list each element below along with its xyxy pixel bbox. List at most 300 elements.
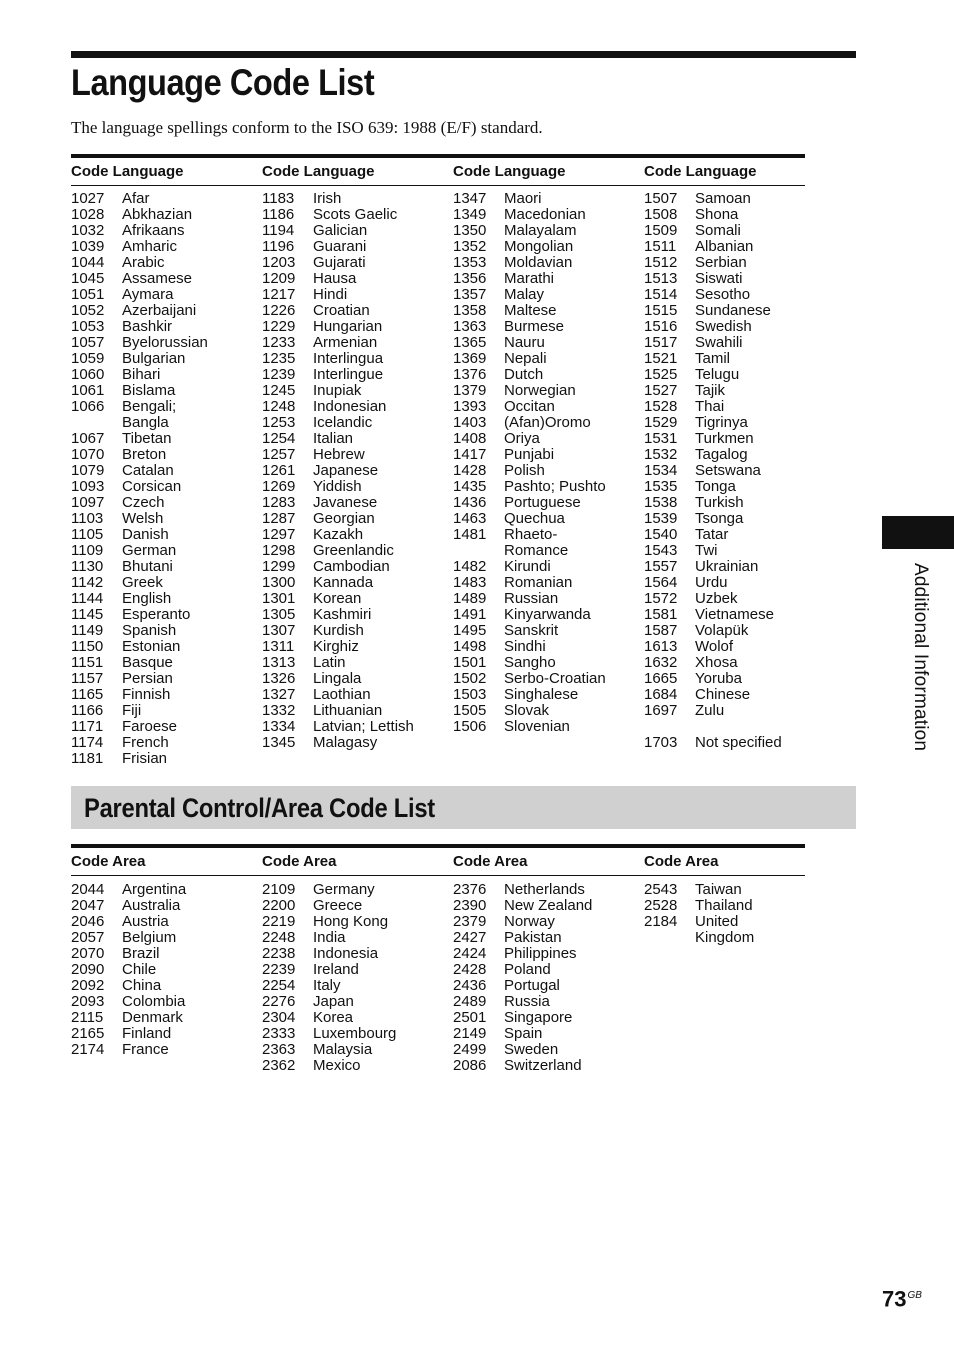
code-cell: 1297	[262, 526, 296, 543]
area-row	[262, 1010, 453, 1026]
language-name-cell: Chinese	[695, 686, 751, 703]
code-cell: 1093	[71, 478, 105, 495]
language-row	[262, 239, 453, 255]
code-cell: 1066	[71, 398, 105, 415]
language-row	[71, 655, 262, 671]
code-cell: 1347	[453, 190, 487, 207]
area-row	[71, 930, 262, 946]
language-row	[453, 335, 644, 351]
code-cell: 1527	[644, 382, 678, 399]
language-name-cell: Sindhi	[504, 638, 546, 655]
language-row	[453, 191, 644, 207]
language-name-cell: Arabic	[122, 254, 165, 271]
code-cell: 2333	[262, 1025, 296, 1042]
area-row	[453, 1058, 644, 1074]
language-row	[453, 511, 644, 527]
language-name-cell: Tamil	[695, 350, 731, 367]
language-name-cell: Turkmen	[695, 430, 754, 447]
language-name-cell: Georgian	[313, 510, 375, 527]
area-row	[453, 946, 644, 962]
code-cell: 1253	[262, 414, 296, 431]
code-cell: 2489	[453, 993, 487, 1010]
code-cell: 2174	[71, 1041, 105, 1058]
code-cell: 1357	[453, 286, 487, 303]
language-name-cell: Fiji	[122, 702, 142, 719]
language-row	[644, 495, 835, 511]
code-cell: 2238	[262, 945, 296, 962]
language-name-cell: Kashmiri	[313, 606, 372, 623]
area-name-cell: Japan	[313, 993, 354, 1010]
language-row	[453, 319, 644, 335]
area-name-cell: Ireland	[313, 961, 359, 978]
language-name-cell: Romanian	[504, 574, 573, 591]
area-name-cell: Portugal	[504, 977, 560, 994]
language-name-cell: Setswana	[695, 462, 761, 479]
area-table-body	[71, 882, 805, 1074]
language-row	[453, 687, 644, 703]
code-cell: 2200	[262, 897, 296, 914]
language-row	[644, 223, 835, 239]
language-name-cell: Kurdish	[313, 622, 364, 639]
code-cell: 1053	[71, 318, 105, 335]
language-row	[71, 671, 262, 687]
code-cell: 1525	[644, 366, 678, 383]
intro-text: The language spellings conform to the ISO 639: 1988 (E/F) standard.	[71, 118, 543, 137]
language-name-cell: Kirghiz	[313, 638, 359, 655]
language-name-cell: Turkish	[695, 494, 744, 511]
code-cell: 1535	[644, 478, 678, 495]
language-name-cell: Lithuanian	[313, 702, 383, 719]
language-row	[262, 607, 453, 623]
language-name-cell: Uzbek	[695, 590, 738, 607]
code-cell: 2149	[453, 1025, 487, 1042]
language-row	[644, 479, 835, 495]
language-name-cell: Somali	[695, 222, 741, 239]
code-cell: 1070	[71, 446, 105, 463]
page-suffix: GB	[907, 1290, 922, 1301]
code-cell: 1408	[453, 430, 487, 447]
language-row	[71, 383, 262, 399]
area-name-cell: Chile	[122, 961, 157, 978]
language-row	[453, 575, 644, 591]
column-header: Code Language	[262, 163, 375, 180]
table-column	[453, 882, 644, 1074]
language-name-cell: Singhalese	[504, 686, 579, 703]
code-cell: 1157	[71, 670, 104, 687]
language-name-cell: Basque	[122, 654, 173, 671]
code-cell: 1183	[262, 190, 295, 207]
language-row	[71, 575, 262, 591]
code-cell: 1512	[644, 254, 678, 271]
language-row	[71, 431, 262, 447]
language-row	[71, 623, 262, 639]
code-cell: 1502	[453, 670, 487, 687]
code-cell: 1261	[262, 462, 296, 479]
language-name-cell: Assamese	[122, 270, 193, 287]
language-name-cell: Hausa	[313, 270, 357, 287]
code-cell: 2047	[71, 897, 105, 914]
code-cell: 1365	[453, 334, 487, 351]
language-name-cell: Greek	[122, 574, 163, 591]
language-row	[71, 223, 262, 239]
code-cell: 1239	[262, 366, 296, 383]
code-cell: 1557	[644, 558, 678, 575]
area-name-cell: Singapore	[504, 1009, 573, 1026]
code-cell: 2428	[453, 961, 487, 978]
code-cell: 1196	[262, 238, 295, 255]
code-cell: 1564	[644, 574, 678, 591]
language-row	[644, 639, 835, 655]
language-name-cell: Armenian	[313, 334, 378, 351]
area-row	[262, 882, 453, 898]
language-row	[71, 511, 262, 527]
area-row	[262, 914, 453, 930]
language-row	[71, 463, 262, 479]
code-cell: 2543	[644, 881, 678, 898]
code-cell: 1507	[644, 190, 678, 207]
language-name-cell: Breton	[122, 446, 167, 463]
code-cell: 1665	[644, 670, 678, 687]
language-row	[262, 511, 453, 527]
language-row	[262, 671, 453, 687]
language-name-cell: Latvian; Lettish	[313, 718, 414, 735]
language-name-cell: Sundanese	[695, 302, 771, 319]
language-row	[644, 287, 835, 303]
code-cell: 1495	[453, 622, 487, 639]
language-name-cell: Inupiak	[313, 382, 362, 399]
language-name-cell: Interlingua	[313, 350, 384, 367]
language-name-cell: Punjabi	[504, 446, 555, 463]
language-row	[644, 303, 835, 319]
code-cell: 1503	[453, 686, 487, 703]
code-cell: 1508	[644, 206, 678, 223]
code-cell: 1060	[71, 366, 105, 383]
language-row	[453, 495, 644, 511]
language-name-cell: Sesotho	[695, 286, 751, 303]
language-row	[71, 415, 262, 431]
column-header: Code Area	[71, 853, 146, 870]
language-row	[262, 415, 453, 431]
area-row	[644, 898, 835, 914]
language-row	[644, 607, 835, 623]
language-name-cell: Tatar	[695, 526, 729, 543]
area-name-cell: Belgium	[122, 929, 177, 946]
language-table-header	[71, 158, 805, 186]
language-name-cell: Yoruba	[695, 670, 742, 687]
language-name-cell: Slovak	[504, 702, 550, 719]
language-name-cell: Tajik	[695, 382, 726, 399]
code-cell: 1149	[71, 622, 104, 639]
language-row	[262, 479, 453, 495]
language-name-cell: Afrikaans	[122, 222, 185, 239]
code-cell: 1534	[644, 462, 678, 479]
code-cell: 1067	[71, 430, 105, 447]
code-cell: 1428	[453, 462, 487, 479]
language-name-cell: Sanskrit	[504, 622, 559, 639]
code-cell: 2276	[262, 993, 296, 1010]
code-cell: 2248	[262, 929, 296, 946]
area-row	[644, 882, 835, 898]
language-row	[644, 463, 835, 479]
language-row	[262, 623, 453, 639]
language-row	[71, 479, 262, 495]
code-cell: 1334	[262, 718, 296, 735]
code-cell: 2501	[453, 1009, 487, 1026]
language-row	[644, 431, 835, 447]
table-column	[453, 191, 644, 735]
area-row	[453, 1042, 644, 1058]
code-cell: 1531	[644, 430, 678, 447]
area-row	[71, 914, 262, 930]
area-row	[71, 1010, 262, 1026]
area-row	[453, 994, 644, 1010]
language-name-cell: Catalan	[122, 462, 174, 479]
language-name-cell: Swahili	[695, 334, 743, 351]
code-cell: 1513	[644, 270, 678, 287]
code-cell: 1235	[262, 350, 296, 367]
code-cell: 2424	[453, 945, 487, 962]
area-name-cell: China	[122, 977, 162, 994]
language-name-cell: Wolof	[695, 638, 734, 655]
area-row	[453, 1026, 644, 1042]
area-name-cell: France	[122, 1041, 169, 1058]
language-row	[71, 751, 262, 767]
area-row	[71, 1042, 262, 1058]
language-row	[262, 591, 453, 607]
area-name-cell: Norway	[504, 913, 555, 930]
language-name-cell: Dutch	[504, 366, 544, 383]
language-row	[453, 591, 644, 607]
code-cell: 1313	[262, 654, 296, 671]
code-cell: 1632	[644, 654, 678, 671]
language-row	[71, 191, 262, 207]
language-name-cell: Oriya	[504, 430, 540, 447]
code-cell: 1613	[644, 638, 678, 655]
language-row	[644, 191, 835, 207]
code-cell: 1226	[262, 302, 296, 319]
code-cell: 1482	[453, 558, 487, 575]
code-cell: 1505	[453, 702, 487, 719]
language-name-cell: Kazakh	[313, 526, 364, 543]
language-name-cell: Rhaeto-	[504, 526, 558, 543]
code-cell: 1491	[453, 606, 487, 623]
code-cell: 1186	[262, 206, 295, 223]
language-row	[644, 687, 835, 703]
language-row	[262, 383, 453, 399]
language-row	[71, 207, 262, 223]
code-cell: 1051	[71, 286, 105, 303]
language-row	[262, 367, 453, 383]
language-name-cell: Lingala	[313, 670, 362, 687]
language-row	[262, 255, 453, 271]
language-row	[453, 559, 644, 575]
language-row	[644, 591, 835, 607]
area-row	[262, 946, 453, 962]
section-tab-marker	[882, 516, 954, 549]
area-row	[262, 1058, 453, 1074]
language-row	[644, 719, 835, 735]
language-row	[644, 735, 835, 751]
code-cell: 1052	[71, 302, 105, 319]
code-cell: 1301	[262, 590, 296, 607]
area-name-cell: Hong Kong	[313, 913, 389, 930]
language-name-cell: Siswati	[695, 270, 743, 287]
area-name-cell: Austria	[122, 913, 169, 930]
area-row	[262, 962, 453, 978]
code-cell: 1174	[71, 734, 104, 751]
language-name-cell: Danish	[122, 526, 169, 543]
code-cell: 1028	[71, 206, 105, 223]
language-row	[453, 207, 644, 223]
area-row	[262, 978, 453, 994]
table-column	[262, 882, 453, 1074]
table-column	[71, 191, 262, 767]
code-cell: 1515	[644, 302, 678, 319]
code-cell: 1057	[71, 334, 105, 351]
language-name-cell: Kannada	[313, 574, 374, 591]
area-table-header	[71, 848, 805, 876]
language-row	[71, 351, 262, 367]
language-row	[71, 543, 262, 559]
code-cell: 1463	[453, 510, 487, 527]
code-cell: 1283	[262, 494, 296, 511]
language-row	[71, 399, 262, 415]
code-cell: 1061	[71, 382, 105, 399]
language-row	[644, 239, 835, 255]
language-row	[71, 239, 262, 255]
language-row	[453, 431, 644, 447]
language-name-cell: Aymara	[122, 286, 174, 303]
area-row	[453, 1010, 644, 1026]
table-column	[644, 882, 835, 946]
code-cell: 1254	[262, 430, 296, 447]
language-name-cell: Serbo-Croatian	[504, 670, 606, 687]
code-cell: 2436	[453, 977, 487, 994]
language-name-cell: Hungarian	[313, 318, 383, 335]
area-row	[262, 994, 453, 1010]
area-name-cell: Kingdom	[695, 929, 755, 946]
language-name-cell: Finnish	[122, 686, 171, 703]
area-row	[453, 978, 644, 994]
language-row	[644, 415, 835, 431]
language-name-cell: Nauru	[504, 334, 545, 351]
language-name-cell: Shona	[695, 206, 739, 223]
language-name-cell: Yiddish	[313, 478, 362, 495]
language-name-cell: Malay	[504, 286, 545, 303]
language-row	[453, 703, 644, 719]
code-cell: 2528	[644, 897, 678, 914]
code-cell: 1203	[262, 254, 296, 271]
area-row	[262, 898, 453, 914]
code-cell: 1509	[644, 222, 678, 239]
language-row	[262, 271, 453, 287]
language-row	[71, 703, 262, 719]
area-row	[71, 946, 262, 962]
language-name-cell: Urdu	[695, 574, 728, 591]
language-row	[644, 319, 835, 335]
column-header: Code Area	[262, 853, 337, 870]
code-cell: 1209	[262, 270, 296, 287]
language-row	[71, 335, 262, 351]
language-name-cell: Xhosa	[695, 654, 738, 671]
code-cell: 2115	[71, 1009, 104, 1026]
code-cell: 2070	[71, 945, 105, 962]
code-cell: 1356	[453, 270, 487, 287]
area-name-cell: Russia	[504, 993, 550, 1010]
language-name-cell: Bislama	[122, 382, 176, 399]
page-number-value: 73	[882, 1286, 907, 1312]
code-cell: 1233	[262, 334, 296, 351]
language-name-cell: Latin	[313, 654, 346, 671]
code-cell: 1379	[453, 382, 487, 399]
language-name-cell: Swedish	[695, 318, 752, 335]
language-name-cell: Esperanto	[122, 606, 191, 623]
area-row	[453, 882, 644, 898]
column-header: Code Area	[453, 853, 528, 870]
language-name-cell: Maltese	[504, 302, 557, 319]
code-cell: 1332	[262, 702, 296, 719]
area-row	[71, 978, 262, 994]
language-name-cell: Twi	[695, 542, 718, 559]
language-name-cell: Czech	[122, 494, 165, 511]
language-name-cell: Icelandic	[313, 414, 373, 431]
language-row	[453, 351, 644, 367]
code-cell: 1345	[262, 734, 296, 751]
code-cell: 1300	[262, 574, 296, 591]
area-name-cell: Mexico	[313, 1057, 361, 1074]
code-cell: 1403	[453, 414, 487, 431]
code-cell: 1248	[262, 398, 296, 415]
language-row	[644, 623, 835, 639]
language-name-cell: Javanese	[313, 494, 378, 511]
language-name-cell: Bhutani	[122, 558, 173, 575]
language-row	[262, 639, 453, 655]
side-section-label	[908, 563, 934, 783]
language-name-cell: Spanish	[122, 622, 177, 639]
language-name-cell: Bihari	[122, 366, 161, 383]
area-name-cell: Indonesia	[313, 945, 379, 962]
language-row	[453, 623, 644, 639]
code-cell: 1528	[644, 398, 678, 415]
code-cell: 1194	[262, 222, 295, 239]
area-row	[644, 914, 835, 930]
language-name-cell: Croatian	[313, 302, 370, 319]
code-cell: 1697	[644, 702, 678, 719]
language-name-cell: Bengali;	[122, 398, 177, 415]
code-cell: 2086	[453, 1057, 487, 1074]
code-cell: 1044	[71, 254, 105, 271]
language-name-cell: Bangla	[122, 414, 169, 431]
code-cell: 2165	[71, 1025, 105, 1042]
area-name-cell: Taiwan	[695, 881, 742, 898]
language-name-cell: Hebrew	[313, 446, 365, 463]
language-name-cell: Malayalam	[504, 222, 577, 239]
area-row	[453, 914, 644, 930]
section-band	[71, 786, 856, 829]
code-cell: 1417	[453, 446, 487, 463]
language-name-cell: Interlingue	[313, 366, 384, 383]
language-row	[71, 559, 262, 575]
code-cell: 1489	[453, 590, 487, 607]
language-name-cell: Italian	[313, 430, 354, 447]
language-name-cell: Quechua	[504, 510, 565, 527]
language-row	[71, 367, 262, 383]
code-cell: 1529	[644, 414, 678, 431]
language-row	[644, 543, 835, 559]
language-name-cell: Guarani	[313, 238, 367, 255]
language-row	[453, 719, 644, 735]
code-cell: 2376	[453, 881, 487, 898]
